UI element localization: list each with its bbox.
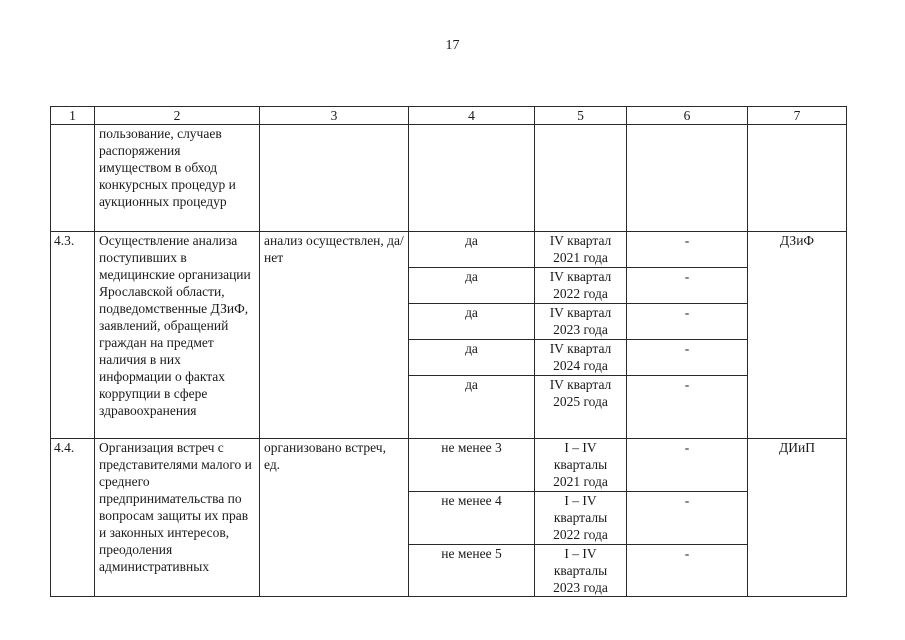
- value-cell: не менее 5: [409, 545, 535, 597]
- dash-cell: [627, 125, 748, 232]
- header-row: [51, 107, 847, 125]
- period-cell: I – IV кварталы 2022 года: [535, 492, 627, 545]
- period-cell: [535, 125, 627, 232]
- header-cell: 6: [627, 107, 748, 125]
- indicator-cell: [260, 125, 409, 232]
- page-number: 17: [445, 38, 460, 53]
- value-cell: да: [409, 340, 535, 376]
- row-number: 4.3.: [51, 232, 95, 439]
- value-cell: не менее 4: [409, 492, 535, 545]
- header-cell: 1: [51, 107, 95, 125]
- value-cell: да: [409, 376, 535, 439]
- value-cell: не менее 3: [409, 439, 535, 492]
- dash-cell: -: [627, 376, 748, 439]
- value-cell: да: [409, 268, 535, 304]
- dash-cell: -: [627, 545, 748, 597]
- plan-table: [50, 106, 847, 597]
- value-cell: [409, 125, 535, 232]
- period-cell: IV квартал 2025 года: [535, 376, 627, 439]
- dash-cell: -: [627, 232, 748, 268]
- dash-cell: -: [627, 439, 748, 492]
- value-cell: да: [409, 304, 535, 340]
- header-cell: 4: [409, 107, 535, 125]
- measure-name: Организация встреч с представителями малого и среднего предпринимательства по вопросам защиты их прав и законных интересов, преодоления административных: [95, 439, 260, 597]
- period-cell: IV квартал 2023 года: [535, 304, 627, 340]
- responsible-cell: [748, 125, 847, 232]
- num-cell: [51, 125, 95, 232]
- period-cell: I – IV кварталы 2023 года: [535, 545, 627, 597]
- responsible-cell: ДИиП: [748, 439, 847, 597]
- header-cell: 2: [95, 107, 260, 125]
- indicator-cell: анализ осуществлен, да/нет: [260, 232, 409, 439]
- header-cell: 7: [748, 107, 847, 125]
- row-number: 4.4.: [51, 439, 95, 597]
- header-cell: 5: [535, 107, 627, 125]
- measure-name: Осуществление анализа поступивших в медицинские организации Ярославской области, подведомственные ДЗиФ, заявлений, обращений граждан на предмет наличия в них информации о фактах коррупции в сфере здравоохранения: [95, 232, 260, 439]
- period-cell: I – IV кварталы 2021 года: [535, 439, 627, 492]
- period-cell: IV квартал 2022 года: [535, 268, 627, 304]
- table-row: [51, 125, 847, 232]
- dash-cell: -: [627, 268, 748, 304]
- indicator-cell: организовано встреч, ед.: [260, 439, 409, 597]
- dash-cell: -: [627, 340, 748, 376]
- table-row: [51, 439, 847, 492]
- responsible-cell: ДЗиФ: [748, 232, 847, 439]
- value-cell: да: [409, 232, 535, 268]
- dash-cell: -: [627, 492, 748, 545]
- period-cell: IV квартал 2024 года: [535, 340, 627, 376]
- period-cell: IV квартал 2021 года: [535, 232, 627, 268]
- dash-cell: -: [627, 304, 748, 340]
- header-cell: 3: [260, 107, 409, 125]
- measure-name: пользование, случаев распоряжения имуществом в обход конкурсных процедур и аукционных процедур: [95, 125, 260, 232]
- table-row: [51, 232, 847, 268]
